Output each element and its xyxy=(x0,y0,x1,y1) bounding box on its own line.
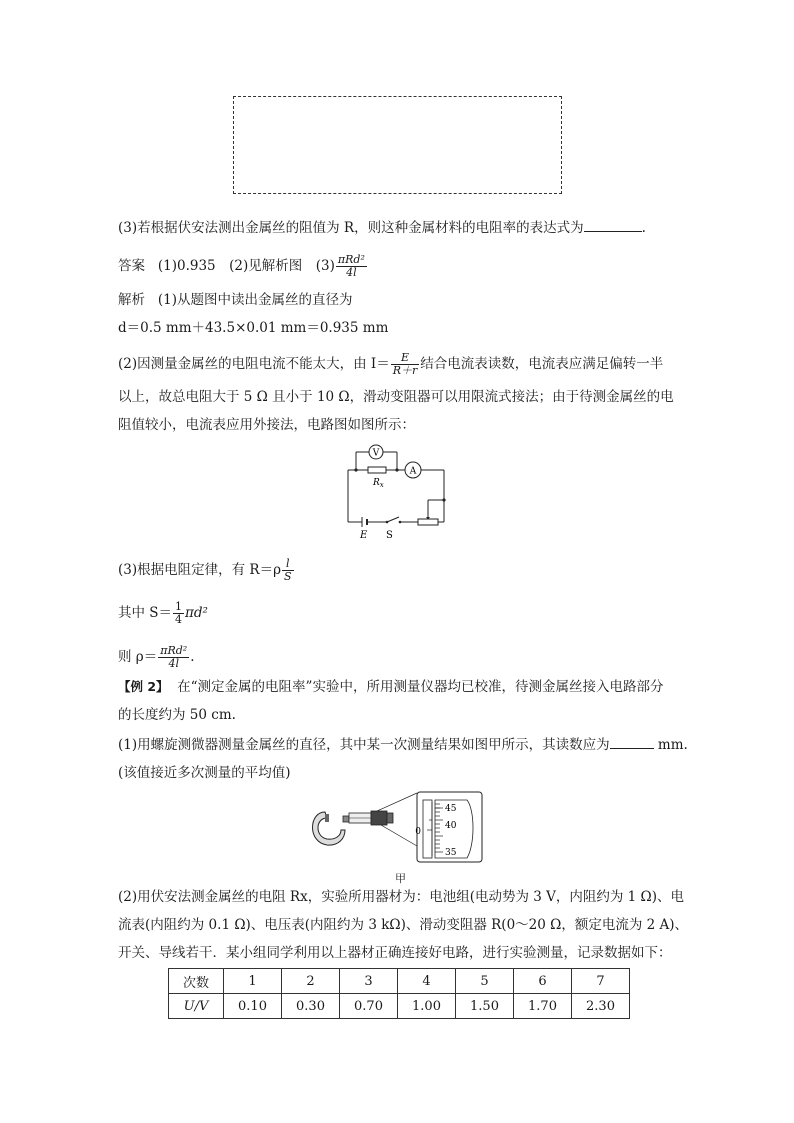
example2-q2-line-1: (2)用伏安法测金属丝的电阻 Rx，实验所用器材为：电池组(电动势为 3 V，内阻约为 1 Ω)、电 xyxy=(118,889,685,905)
example2-q2-line-2: 流表(内阻约为 0.1 Ω)、电压表(内阻约为 3 kΩ)、滑动变阻器 R(0～20 Ω，额定电流为 2 A)、 xyxy=(118,917,689,933)
table-header-cell: 4 xyxy=(398,969,456,994)
resistor-label: $R_x$ xyxy=(373,478,384,489)
q3-prompt-line: (3)若根据伏安法测出金属丝的阻值为 R，则这种金属材料的电阻率的表达式为 . xyxy=(118,220,646,236)
analysis-line-3: 以上，故总电阻大于 5 Ω 且小于 10 Ω，滑动变阻器可以用限流式接法；由于待测金属丝的电 xyxy=(118,389,674,405)
example2-intro-line-2: 的长度约为 50 cm. xyxy=(118,707,236,723)
table-header-cell: 1 xyxy=(224,969,282,994)
figure-caption: 甲 xyxy=(395,872,406,885)
analysis-line-4: 阻值较小，电流表应用外接法，电路图如图所示： xyxy=(118,417,415,433)
analysis-line-5: (3)根据电阻定律，有 R＝ρ $\frac{l}{S}$ xyxy=(118,557,292,583)
analysis-line-7: 则 ρ＝ $\frac{\text{πRd²}}{4l}$ . xyxy=(118,644,195,670)
micrometer-zero: 0 xyxy=(415,827,421,837)
analysis-equation-diameter: d＝0.5 mm＋43.5×0.01 mm＝0.935 mm xyxy=(118,320,389,336)
rheostat-icon xyxy=(418,519,438,525)
answer-line xyxy=(118,254,368,279)
resistance-fraction: $\frac{l}{S}$ xyxy=(284,557,292,583)
table-cell: 0.70 xyxy=(340,994,398,1019)
table-row xyxy=(169,994,630,1019)
analysis-label: 解析 xyxy=(118,292,145,308)
circuit-diagram xyxy=(340,440,456,540)
table-cell: 1.70 xyxy=(514,994,572,1019)
resistivity-fraction: $\frac{\text{πRd²}}{4l}$ xyxy=(160,644,188,670)
example2-intro-line-1: 【例 2】 在“测定金属的电阻率”实验中，所用测量仪器均已校准，待测金属丝接入电路部分 xyxy=(118,679,664,695)
resistor-rx-icon xyxy=(368,467,386,473)
micrometer-tick-35: 35 xyxy=(445,848,457,858)
table-header-cell: 6 xyxy=(514,969,572,994)
micrometer-tick-45: 45 xyxy=(445,804,457,814)
example2-q1-note: (该值接近多次测量的平均值) xyxy=(118,765,291,781)
answer-label: 答案 xyxy=(118,258,145,274)
area-fraction: $\frac{1}{4}$ xyxy=(175,600,183,626)
table-row-label: U/V xyxy=(169,994,224,1019)
table-cell: 2.30 xyxy=(572,994,630,1019)
table-cell: 1.00 xyxy=(398,994,456,1019)
table-header-row xyxy=(169,969,630,994)
switch-icon xyxy=(387,517,399,522)
answer-fraction: $\frac{\text{πRd²}}{4l}$ xyxy=(337,253,365,279)
battery-label: E xyxy=(360,530,368,540)
q3-answer-blank[interactable] xyxy=(584,219,642,232)
micrometer-figure xyxy=(305,790,485,870)
table-cell: 0.30 xyxy=(282,994,340,1019)
answer-drawing-box xyxy=(233,96,562,194)
table-cell: 0.10 xyxy=(224,994,282,1019)
table-header-cell: 5 xyxy=(456,969,514,994)
analysis-line-6: 其中 S＝ $\frac{1}{4}$ πd² xyxy=(118,600,208,626)
example2-label: 【例 2】 xyxy=(118,679,169,694)
voltmeter-label: V xyxy=(372,448,380,459)
q3-prompt: (3)若根据伏安法测出金属丝的阻值为 R，则这种金属材料的电阻率的表达式为 xyxy=(118,220,584,236)
analysis-line-2: (2)因测量金属丝的电阻电流不能太大，由 I＝ $\frac{E}{R+r}$ 结合电流表读数，电流表应满足偏转一半 xyxy=(118,351,664,377)
switch-label: S xyxy=(386,530,393,540)
data-table xyxy=(168,968,630,1019)
example2-q2-line-3: 开关、导线若干．某小组同学利用以上器材正确连接好电路，进行实验测量，记录数据如下： xyxy=(118,945,672,961)
example2-q1-line: (1)用螺旋测微器测量金属丝的直径，其中某一次测量结果如图甲所示，其读数应为 mm. xyxy=(118,737,688,753)
q1-answer-blank[interactable] xyxy=(610,736,654,749)
table-header-cell: 次数 xyxy=(169,969,224,994)
current-fraction: $\frac{E}{R+r}$ xyxy=(392,351,418,377)
table-header-cell: 7 xyxy=(572,969,630,994)
table-header-cell: 2 xyxy=(282,969,340,994)
analysis-line-1: 解析 (1)从题图中读出金属丝的直径为 xyxy=(118,292,353,308)
table-header-cell: 3 xyxy=(340,969,398,994)
answer-items: (1)0.935 (2)见解析图 (3) xyxy=(157,258,335,274)
micrometer-tick-40: 40 xyxy=(445,821,457,831)
ammeter-label: A xyxy=(409,466,417,477)
table-cell: 1.50 xyxy=(456,994,514,1019)
